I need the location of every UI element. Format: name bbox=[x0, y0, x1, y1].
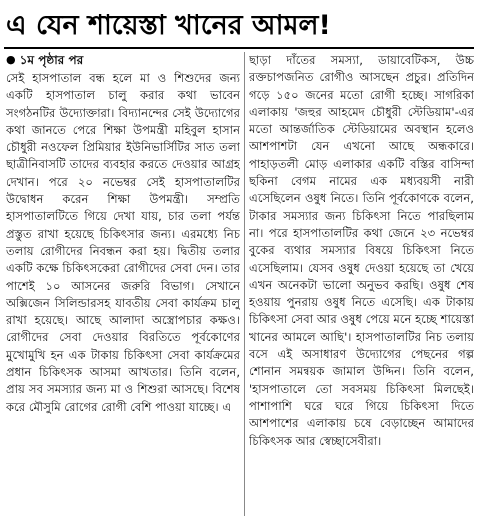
column-divider bbox=[244, 52, 245, 516]
continuation-line bbox=[6, 52, 240, 68]
headline-rule bbox=[4, 47, 474, 49]
article-column-right bbox=[249, 52, 474, 516]
article-column-left bbox=[6, 52, 240, 516]
bullet-icon: ● bbox=[6, 53, 16, 66]
article-body-right: ছাড়া দাঁতের সমস্যা, ডায়াবেটিকস, উচ্চ রক্তচাপজনিত রোগীও আসছেন প্রচুর। প্রতিদিন গড়ে ১৫০ জনের মতো রোগী হচ্ছে। সাগরিকা এলাকায় 'জহুর আহমেদ চৌধুরী স্টেডিয়াম'-এর মতো আন্তর্জাতিক স্টেডিয়ামের অবস্থান হলেও আশপাশটা যেন এখনো আছে অন্ধকারে। পাহাড়তলী মোড় এলাকার একটি বস্তির বাসিন্দা ছকিনা বেগম নামের এক মধ্যবয়সী নারী এসেছিলেন ওষুধ নিতে। তিনি পূর্বকোণকে বলেন, টাকার সমস্যার জন্য চিকিৎসা নিতে পারছিলাম না। পরে হাসপাতালটির কথা জেনে ২৩ নভেম্বর বুকের ব্যথার সমস্যার বিষয়ে চিকিৎসা নিতে এসেছিলাম। যেসব ওষুধ দেওয়া হয়েছে তা খেয়ে এখন অনেকটা ভালো অনুভব করছি। ওষুধ শেষ হওয়ায় পুনরায় ওষুধ নিতে এসেছি। এক টাকায় চিকিৎসা সেবা আর ওষুধ পেয়ে মনে হচ্ছে শায়েস্তা খানের আমলে আছি'। হাসপাতালটির নিচ তলায় বসে এই অসাধারণ উদ্যোগের পেছনের গল্প শোনান সমন্বয়ক জামাল উদ্দিন। তিনি বলেন, 'হাসপাতালে তো সবসময় চিকিৎসা মিলছেই। পাশাপাশি ঘরে ঘরে গিয়ে চিকিৎসা দিতে আশপাশের এলাকায় চষে বেড়াচ্ছেন আমাদের চিকিৎসক আর স্বেচ্ছাসেবীরা। bbox=[249, 53, 474, 448]
headline: এ যেন শায়েস্তা খানের আমল! bbox=[6, 10, 331, 41]
article-body-left: সেই হাসপাতাল বন্ধ হলে মা ও শিশুদের জন্য একটি হাসপাতাল চালু করার কথা ভাবেন সংগঠনটির উদ্যোক্তারা। বিদ্যানন্দের সেই উদ্যোগের কথা জানতে পেরে শিক্ষা উপমন্ত্রী মহিবুল হাসান চৌধুরী নওফেল প্রিমিয়ার ইউনিভার্সিটির সাত তলা ছাত্রীনিবাসটি তাদের ব্যবহার করতে দেওয়ার আগ্রহ দেখান। পরে ২০ নভেম্বর সেই হাসপাতালটির উদ্বোধন করেন শিক্ষা উপমন্ত্রী। সম্প্রতি হাসপাতালটিতে গিয়ে দেখা যায়, চার তলা পর্যন্ত প্রস্তুত রাখা হয়েছে চিকিৎসার জন্য। এরমধ্যে নিচ তলায় রোগীদের নিবন্ধন করা হয়। দ্বিতীয় তলার একটি কক্ষে চিকিৎসকেরা রোগীদের সেবা দেন। তার পাশেই ১০ আসনের জরুরি বিভাগ। সেখানে অক্সিজেন সিলিন্ডারসহ যাবতীয় সেবা কার্যক্রম চালু রাখা হয়েছে। আছে আলাদা অস্ত্রোপচার কক্ষও। রোগীদের সেবা দেওয়ার বিরতিতে পূর্বকোণের মুখোমুখি হন এক টাকায় চিকিৎসা সেবা কার্যক্রমের প্রধান চিকিৎসক আসমা আখতার। তিনি বলেন, প্রায় সব সমস্যার জন্য মা ও শিশুরা আসছে। বিশেষ করে মৌসুমি রোগের রোগী বেশি পাওয়া যাচ্ছে। এ bbox=[6, 71, 240, 414]
continuation-label: ১ম পৃষ্ঠার পর bbox=[19, 53, 84, 67]
